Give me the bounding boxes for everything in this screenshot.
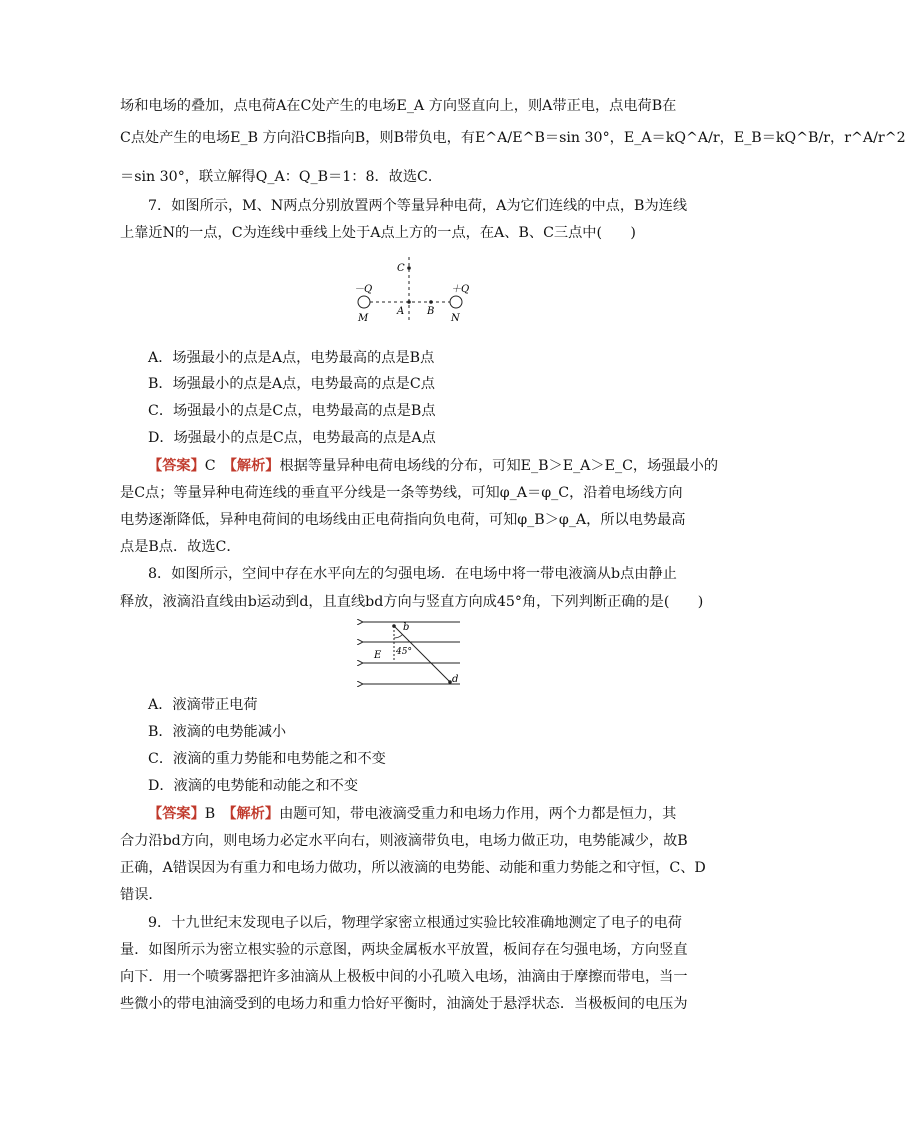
q7-charge-n <box>450 296 462 308</box>
q8-d-label: d <box>452 674 459 685</box>
q8-angle-arc <box>394 635 403 639</box>
q8-analysis-line-3: 正确，A错误因为有重力和电场力做功，所以液滴的电势能、动能和重力势能之和守恒，C、D <box>120 860 706 876</box>
q6-analysis-line-2: C点处产生的电场E_B 方向沿CB指向B，则B带负电，有E^A/E^B＝sin 30°，E_A＝kQ^A/r，E_B＝kQ^B/r，r^A/r^2 <box>120 130 906 146</box>
q7-option-a: A．场强最小的点是A点，电势最高的点是B点 <box>148 350 435 366</box>
q8-analysis-text-1: 由题可知，带电液滴受重力和电场力作用，两个力都是恒力，其 <box>279 806 677 822</box>
q8-point-b <box>392 624 396 628</box>
q8-option-d: D．液滴的电势能和动能之和不变 <box>148 778 359 794</box>
q9-stem-line-4: 些微小的带电油滴受到的电场力和重力恰好平衡时，油滴处于悬浮状态．当极板间的电压为 <box>120 996 688 1012</box>
q7-a-label: A <box>397 306 405 317</box>
q7-figure <box>340 255 480 325</box>
q7-c-label: C <box>397 263 405 274</box>
q7-neg-label: －Q <box>354 284 373 295</box>
q7-option-c: C．场强最小的点是C点，电势最高的点是B点 <box>148 403 436 419</box>
q7-stem-line-1: 7．如图所示，M、N两点分别放置两个等量异种电荷，A为它们连线的中点，B为连线 <box>148 198 688 214</box>
q6-analysis-line-1: 场和电场的叠加，点电荷A在C处产生的电场E_A 方向竖直向上，则A带正电，点电荷B在 <box>120 98 677 114</box>
q7-b-label: B <box>427 306 435 317</box>
q7-analysis-line-4: 点是B点．故选C． <box>120 539 241 555</box>
q8-answer-tag: 【答案】 <box>148 806 205 822</box>
q7-stem-line-2: 上靠近N的一点，C为连线中垂线上处于A点上方的一点，在A、B、C三点中( ) <box>120 225 636 241</box>
q8-answer-line <box>148 804 680 824</box>
q7-pos-label: ＋Q <box>451 284 470 295</box>
q8-stem-line-1: 8．如图所示，空间中存在水平向左的匀强电场．在电场中将一带电液滴从b点由静止 <box>148 566 677 582</box>
q8-option-b: B．液滴的电势能减小 <box>148 724 287 740</box>
q8-analysis-line-2: 合力沿bd方向，则电场力必定水平向右，则液滴带负电，电场力做正功，电势能减少，故B <box>120 833 688 849</box>
q8-figure <box>356 616 464 690</box>
q8-b-label: b <box>403 622 410 633</box>
q7-answer-value: C <box>204 458 216 474</box>
q8-answer-value: B <box>204 806 216 822</box>
q7-point-b <box>429 300 433 304</box>
q9-stem-line-2: 量．如图所示为密立根实验的示意图，两块金属板水平放置，板间存在匀强电场，方向竖直 <box>120 942 688 958</box>
q7-analysis-line-2: 是C点；等量异种电荷连线的垂直平分线是一条等势线，可知φ_A＝φ_C，沿着电场线方向 <box>120 485 683 501</box>
q7-answer-tag: 【答案】 <box>148 458 205 474</box>
q7-n-label: N <box>451 313 460 324</box>
q9-stem-line-3: 向下．用一个喷雾器把许多油滴从上极板中间的小孔喷入电场，油滴由于摩擦而带电，当一 <box>120 969 688 985</box>
q8-option-c: C．液滴的重力势能和电势能之和不变 <box>148 751 386 767</box>
q7-analysis-text-1: 根据等量异种电荷电场线的分布，可知E_B＞E_A＞E_C，场强最小的 <box>279 458 719 474</box>
q7-option-b: B．场强最小的点是A点，电势最高的点是C点 <box>148 376 435 392</box>
q8-analysis-line-4: 错误． <box>120 887 163 903</box>
q9-stem-line-1: 9．十九世纪末发现电子以后，物理学家密立根通过实验比较准确地测定了电子的电荷 <box>148 915 682 931</box>
q7-point-c <box>407 266 411 270</box>
q8-analysis-tag: 【解析】 <box>229 806 280 822</box>
q8-e-label: E <box>374 650 382 661</box>
q6-analysis-line-3: ＝sin 30°，联立解得Q_A：Q_B＝1：8．故选C． <box>120 169 443 185</box>
q7-answer-line <box>148 456 719 476</box>
q7-analysis-line-3: 电势逐渐降低，异种电荷间的电场线由正电荷指向负电荷，可知φ_B＞φ_A，所以电势最高 <box>120 512 686 528</box>
q8-stem-line-2: 释放，液滴沿直线由b运动到d，且直线bd方向与竖直方向成45°角，下列判断正确的是( ) <box>120 594 704 610</box>
q7-option-d: D．场强最小的点是C点，电势最高的点是A点 <box>148 430 436 446</box>
q7-m-label: M <box>358 313 369 324</box>
q8-option-a: A．液滴带正电荷 <box>148 697 258 713</box>
q7-charge-m <box>358 296 370 308</box>
q8-angle-label: 45° <box>396 647 412 657</box>
q7-analysis-tag: 【解析】 <box>229 458 280 474</box>
q7-point-a <box>407 300 411 304</box>
